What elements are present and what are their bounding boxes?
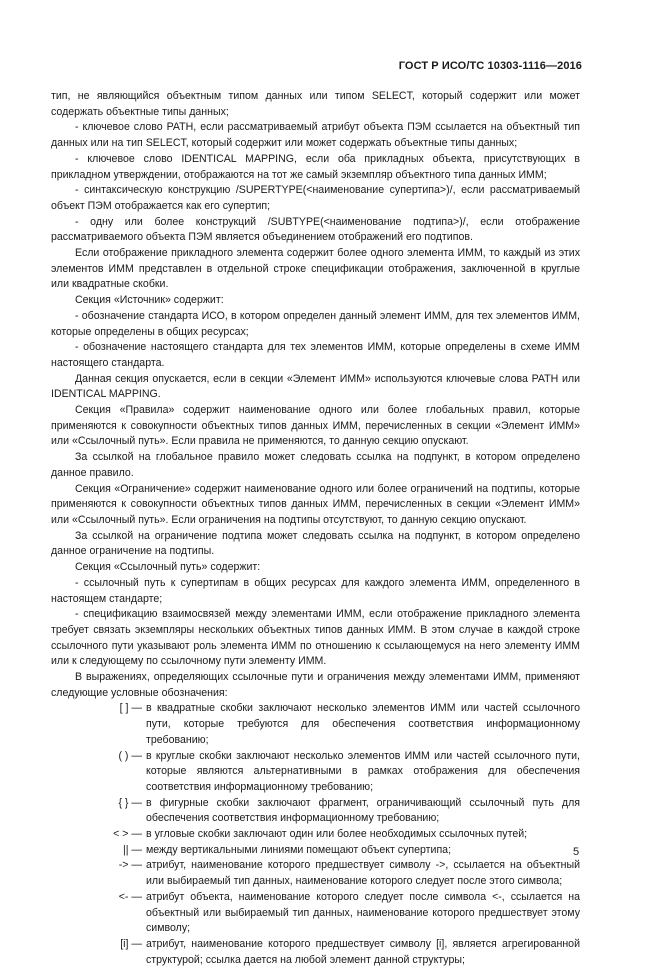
symbol-item xyxy=(51,890,580,937)
symbol-text: атрибут, наименование которого предшествует символу [i], является агрегированной структурой; ссылка дается на любой элемент данной структуры; xyxy=(146,937,580,966)
paragraph: тип, не являющийся объектным типом данных или типом SELECT, который содержит или может содержать объектные типы данных; xyxy=(51,90,580,118)
page-number: 5 xyxy=(573,846,580,858)
symbol-list xyxy=(51,701,580,968)
paragraph: Данная секция опускается, если в секции «Элемент ИММ» используются ключевые слова PATH или IDENTICAL MAPPING. xyxy=(51,372,580,401)
paragraph: - одну или более конструкций /SUBTYPE(<наименование подтипа>)/, если отображение рассматриваемого объекта ПЭМ является объединением отображений его подтипов. xyxy=(51,215,580,244)
symbol-item xyxy=(51,796,580,827)
symbol-item xyxy=(51,701,580,748)
paragraph: Секция «Ограничение» содержит наименование одного или более ограничений на подтипы, которые применяются к совокупности объектных типов данных ИММ, перечисленных в секции «Элемент ИММ» или «Ссылочный путь». Если ограничения на подтипы отсутствуют, то данную секцию опускают. xyxy=(51,482,580,526)
paragraph: За ссылкой на глобальное правило может следовать ссылка на подпункт, в котором определено данное правило. xyxy=(51,451,580,479)
symbol-key: <- — xyxy=(118,890,142,903)
symbol-key: ( ) — xyxy=(118,749,142,762)
paragraph: За ссылкой на ограничение подтипа может следовать ссылка на подпункт, в котором определено данное ограничение на подтипы. xyxy=(51,529,580,558)
symbol-key: [ ] — xyxy=(119,702,142,715)
paragraph: В выражениях, определяющих ссылочные пути и ограничения между элементами ИММ, применяют следующие условные обозначения: xyxy=(51,671,580,699)
paragraph: - спецификацию взаимосвязей между элементами ИММ, если отображение прикладного элемента требует связать экземпляры нескольких объектных типов данных ИММ. В этом случае в каждой строке ссылочного пути указывают роль элемента ИММ по отношению к ссылающемуся на него элементу ИММ или к следующему по ссылочному пути элементу ИММ. xyxy=(51,608,580,668)
paragraph: Если отображение прикладного элемента содержит более одного элемента ИММ, то каждый из этих элементов ИММ представлен в отдельной строке спецификации отображения, заключенной в круглые или квадратные скобки. xyxy=(51,247,580,291)
symbol-key: { } — xyxy=(118,796,142,809)
symbol-text: в фигурные скобки заключают фрагмент, ограничивающий ссылочный путь для обеспечения соответствия информационному требованию; xyxy=(146,796,580,825)
symbol-item xyxy=(51,827,580,843)
paragraph: - обозначение настоящего стандарта для тех элементов ИММ, которые определены в схеме ИММ настоящего стандарта. xyxy=(51,341,580,369)
symbol-item xyxy=(51,937,580,968)
symbol-item xyxy=(51,843,580,859)
document-header: ГОСТ Р ИСО/ТС 10303-1116—2016 xyxy=(398,60,582,72)
paragraph: Секция «Правила» содержит наименование одного или более глобальных правил, которые применяются к совокупности объектных типов данных ИММ, перечисленных в секции «Элемент ИММ» или «Ссылочный путь». Если правила не применяются, то данную секцию опускают. xyxy=(51,404,580,448)
symbol-item xyxy=(51,858,580,889)
symbol-text: в квадратные скобки заключают несколько элементов ИММ или частей ссылочного пути, которые требуются для обеспечения соответствия информационному требованию; xyxy=(146,702,580,746)
symbol-text: между вертикальными линиями помещают объект супертипа; xyxy=(146,843,452,856)
symbol-item xyxy=(51,749,580,796)
symbol-key: -> — xyxy=(118,859,142,872)
paragraph: - ключевое слово IDENTICAL MAPPING, если оба прикладных объекта, присутствующих в прикладном утверждении, отображаются на тот же самый экземпляр объектного типа данных ИММ; xyxy=(51,152,580,181)
symbol-text: в угловые скобки заключают один или более необходимых ссылочных путей; xyxy=(146,828,528,841)
paragraph: Секция «Ссылочный путь» содержит: xyxy=(75,561,261,574)
document-body xyxy=(51,89,580,968)
paragraph: - обозначение стандарта ИСО, в котором определен данный элемент ИММ, для тех элементов ИММ, которые определены в общих ресурсах; xyxy=(51,309,580,338)
paragraph: - синтаксическую конструкцию /SUPERTYPE(<наименование супертипа>)/, если рассматриваемый объект ПЭМ отображается как его супертип; xyxy=(51,184,580,212)
symbol-text: атрибут объекта, наименование которого следует после символа <-, ссылается на объектный или выбираемый тип данных, наименование которого предшествует этому символу; xyxy=(146,890,580,935)
paragraph: - ключевое слово PATH, если рассматриваемый атрибут объекта ПЭМ ссылается на объектный тип данных или на тип SELECT, который содержит или может содержать объектные типы данных; xyxy=(51,121,580,150)
symbol-text: в круглые скобки заключают несколько элементов ИММ или частей ссылочного пути, которые являются альтернативными в рамках отображения для обеспечения соответствия информационному требованию; xyxy=(146,749,580,793)
symbol-key: || — xyxy=(122,843,142,856)
symbol-key: < > — xyxy=(113,828,142,841)
symbol-text: атрибут, наименование которого предшествует символу ->, ссылается на объектный или выбираемый тип данных, наименование которого следует после этого символа; xyxy=(146,859,580,888)
symbol-key: [i] — xyxy=(120,937,142,950)
paragraph: Секция «Источник» содержит: xyxy=(75,294,224,307)
paragraph: - ссылочный путь к супертипам в общих ресурсах для каждого элемента ИММ, определенного в настоящем стандарте; xyxy=(51,576,580,605)
